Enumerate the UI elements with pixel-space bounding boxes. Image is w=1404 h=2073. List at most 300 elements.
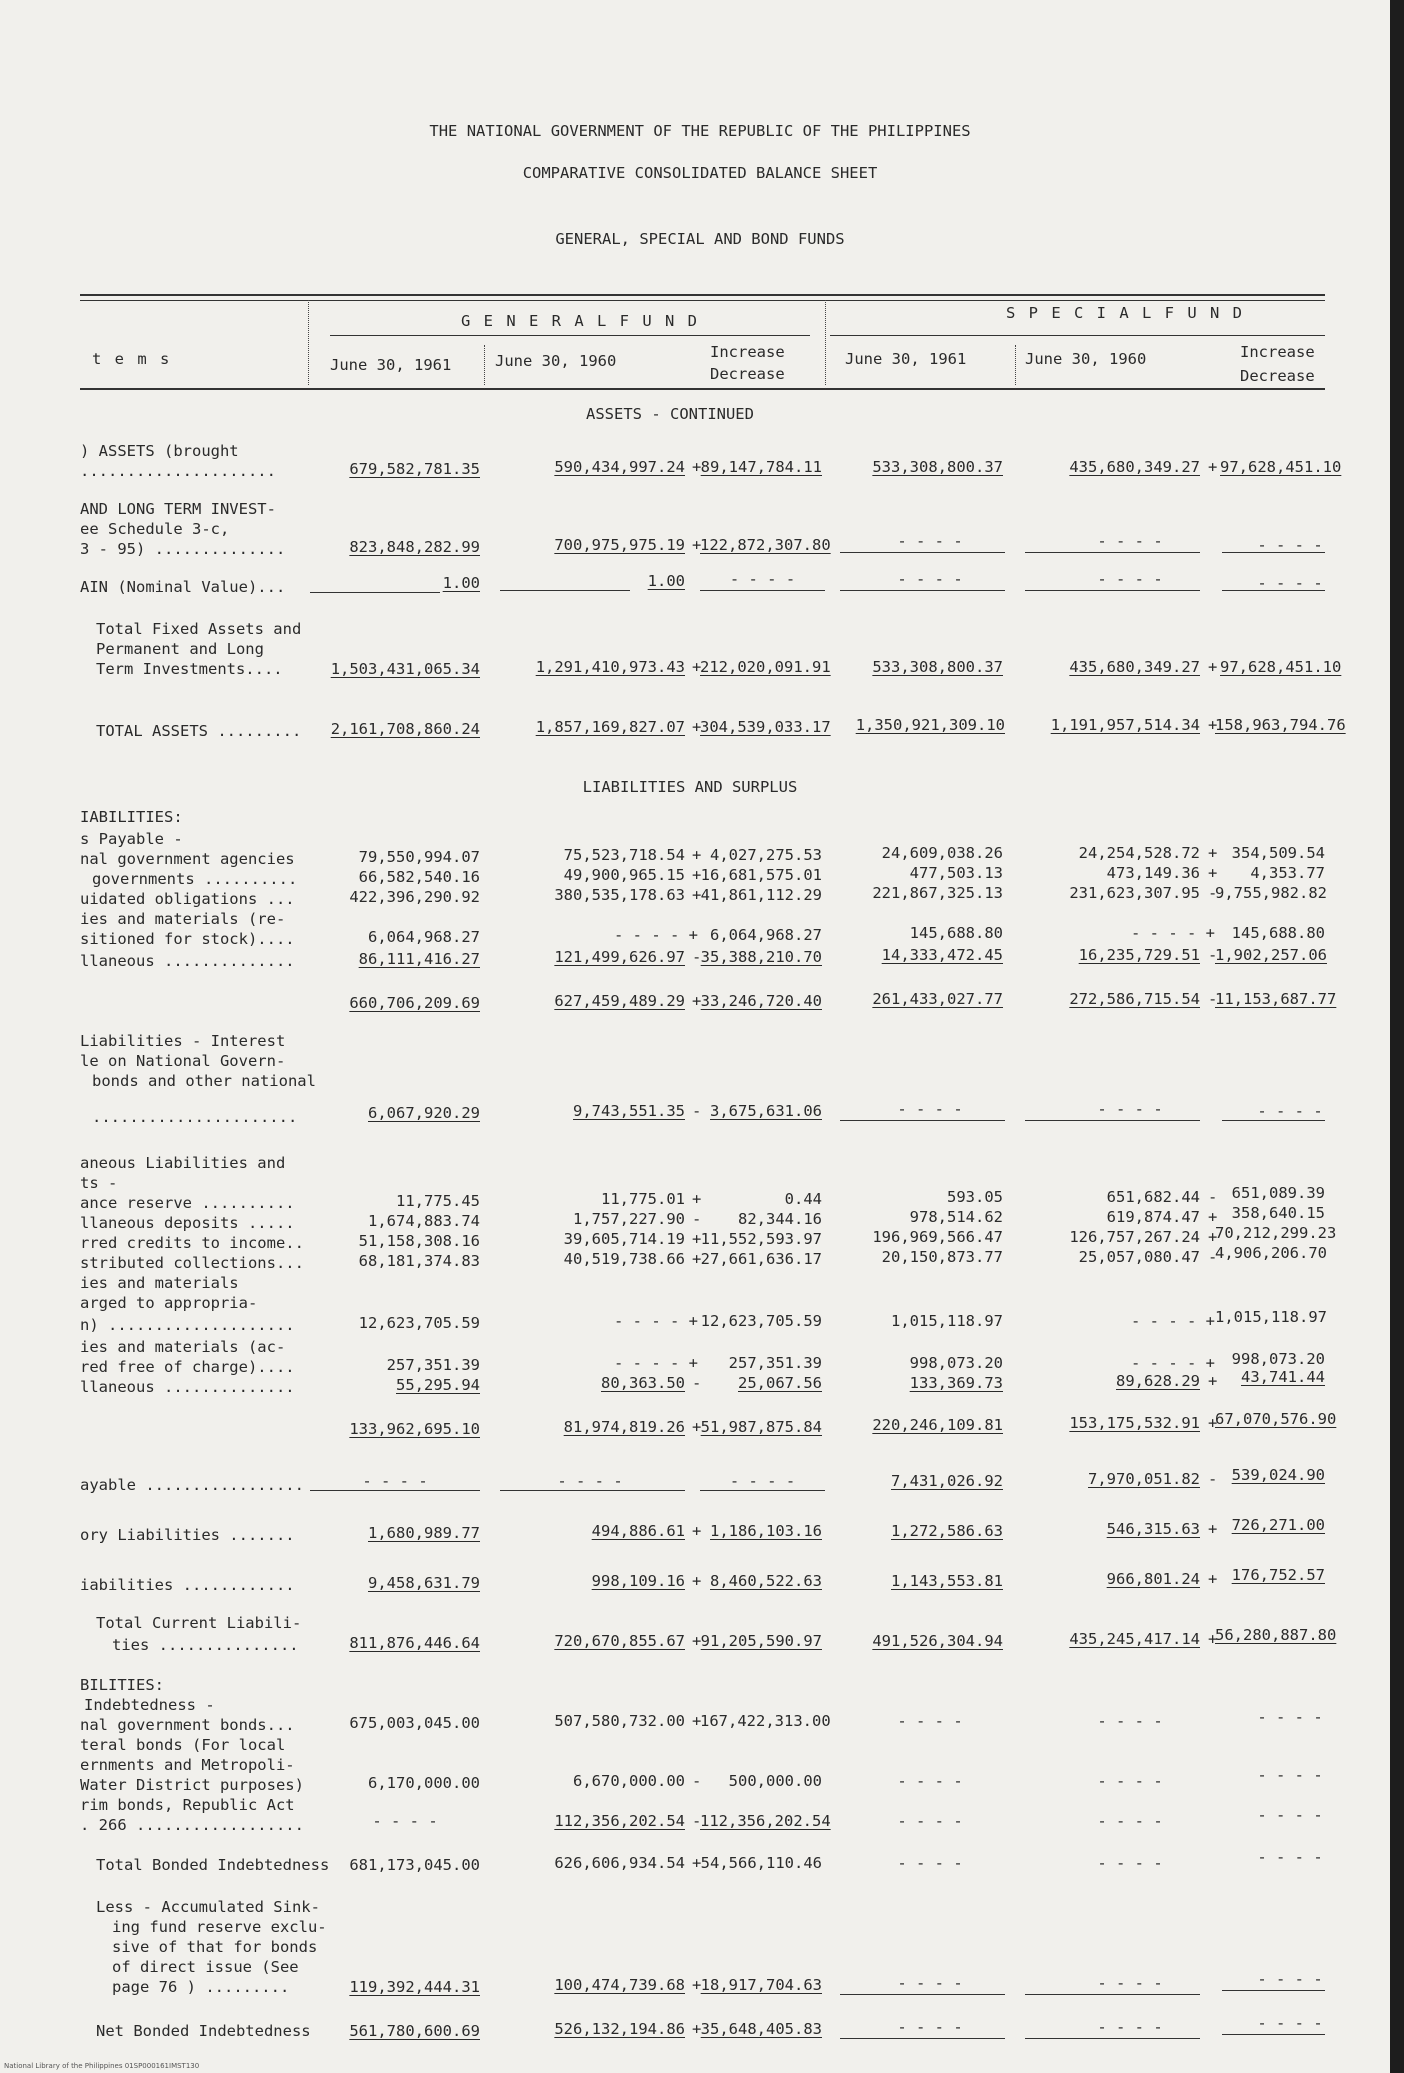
row-label: governments .......... [92,870,298,888]
value-general-1960: 9,743,551.35 [573,1102,685,1120]
value-general-change: 4,027,275.53 [710,846,822,864]
sign: + [692,458,702,476]
dash: - - - - + [1131,1354,1215,1372]
sign: + [1208,1372,1218,1390]
row-label: Permanent and Long [96,640,264,658]
liabilities-heading-2: BILITIES: [80,1676,164,1694]
value-special-1960: 7,970,051.82 [1088,1470,1200,1488]
dash: - - - - [1097,570,1163,588]
dash: - - - - [897,1712,963,1730]
blank-rule [840,552,1005,553]
value-special-1961: 221,867,325.13 [872,884,1003,902]
value-general-1961: 1,680,989.77 [368,1524,480,1542]
row-label: ies and materials (re- [80,910,286,928]
blank-rule [500,1490,685,1491]
dash: - - - - [1257,1102,1323,1120]
value-general-1960: 380,535,178.63 [554,886,685,904]
general-june60-header: June 30, 1960 [495,352,617,370]
dash: - - - - [897,1974,963,1992]
sign: + [692,718,702,736]
value-general-1961: 55,295.94 [396,1376,480,1394]
value-special-change: 726,271.00 [1231,1516,1325,1534]
value-special-1960: 546,315.63 [1106,1520,1200,1538]
special-increase-header: Increase [1240,343,1315,361]
value-special-1960: 24,254,528.72 [1078,844,1200,862]
value-general-change: 167,422,313.00 [700,1712,831,1730]
dash: - - - - + [1131,1312,1215,1330]
value-special-1960: 966,801.24 [1106,1570,1200,1588]
row-label: ayable ................. [80,1476,304,1494]
value-special-1960: 435,680,349.27 [1069,658,1200,676]
blank-rule [310,1490,480,1491]
row-label: ...................... [92,1108,298,1126]
value-general-1960: 39,605,714.19 [563,1230,685,1248]
value-general-1960: 526,132,194.86 [554,2020,685,2038]
row-label: Total Bonded Indebtedness [96,1856,330,1874]
value-general-1961: 2,161,708,860.24 [330,720,480,738]
row-label: uidated obligations ... [80,890,295,908]
row-label: Water District purposes) [80,1776,304,1794]
row-label: ernments and Metropoli- [80,1756,295,1774]
special-decrease-header: Decrease [1240,367,1315,385]
value-general-1961: 681,173,045.00 [349,1856,480,1874]
dash: - - - - [897,1772,963,1790]
value-special-change: 1,015,118.97 [1215,1308,1327,1326]
dash: - - - - [372,1812,438,1830]
value-special-1960: 435,245,417.14 [1069,1630,1200,1648]
blank-rule [840,2038,1005,2039]
value-general-1960: 121,499,626.97 [554,948,685,966]
sign: + [1208,844,1218,862]
dash: - - - - + [614,1354,698,1372]
dash: - - - - [1257,1806,1323,1824]
value-special-1961: 533,308,800.37 [872,458,1003,476]
value-general-1961: 9,458,631.79 [368,1574,480,1592]
value-special-1961: 533,308,800.37 [872,658,1003,676]
row-label: ties ............... [112,1636,299,1654]
general-increase-header: Increase [710,343,785,361]
value-general-1960: 81,974,819.26 [563,1418,685,1436]
sign: + [1208,864,1218,882]
blank-rule [1222,2034,1325,2035]
value-general-change: 112,356,202.54 [700,1812,831,1830]
payable-heading: s Payable - [80,830,183,848]
value-special-1960: 153,175,532.91 [1069,1414,1200,1432]
value-general-change: 122,872,307.80 [700,536,831,554]
blank-rule [700,1490,825,1491]
sign: + [1208,1208,1218,1226]
sign: - [1208,1188,1218,1206]
blank-rule [310,592,440,593]
value-special-1960: 16,235,729.51 [1078,946,1200,964]
row-label: arged to appropria- [80,1294,258,1312]
value-special-1960: 651,682.44 [1106,1188,1200,1206]
blank-rule [840,590,1005,591]
sign: + [692,1230,702,1248]
blank-rule [840,1994,1005,1995]
sign: + [1208,1520,1218,1538]
value-general-change: 212,020,091.91 [700,658,831,676]
value-general-1960: 720,670,855.67 [554,1632,685,1650]
row-label: TOTAL ASSETS ......... [96,722,302,740]
value-special-1961: 1,350,921,309.10 [855,716,1005,734]
divider [484,345,485,385]
sign: + [692,992,702,1010]
dash: - - - - [362,1472,428,1490]
value-general-change: 1,186,103.16 [710,1522,822,1540]
blank-rule [1222,1120,1325,1121]
row-label: bonds and other national [92,1072,316,1090]
row-label: ..................... [80,462,276,480]
sign: + [692,1190,702,1208]
sign: + [692,536,702,554]
value-special-change: 70,212,299.23 [1215,1224,1337,1242]
value-special-1960: 25,057,080.47 [1078,1248,1200,1266]
value-general-1961: 6,064,968.27 [368,928,480,946]
value-special-1961: 261,433,027.77 [872,990,1003,1008]
value-general-1961: 66,582,540.16 [358,868,480,886]
value-general-1961: 12,623,705.59 [358,1314,480,1332]
sign: + [692,1976,702,1994]
value-special-1961: 20,150,873.77 [881,1248,1003,1266]
sign: - [692,948,702,966]
value-general-1960: 626,606,934.54 [554,1854,685,1872]
row-label: n) .................... [80,1316,295,1334]
value-special-1961: 14,333,472.45 [881,946,1003,964]
value-general-change: 16,681,575.01 [700,866,822,884]
sign: + [692,866,702,884]
dash: - - - - [897,2018,963,2036]
row-label: stributed collections... [80,1254,304,1272]
value-general-1960: 700,975,975.19 [554,536,685,554]
value-general-change: 500,000.00 [728,1772,822,1790]
value-general-1960: 1.00 [647,572,685,590]
value-special-change: 97,628,451.10 [1220,458,1342,476]
special-fund-rule [830,335,1325,336]
value-special-1960: 435,680,349.27 [1069,458,1200,476]
value-special-change: 4,353.77 [1250,864,1325,882]
value-special-change: 1,902,257.06 [1215,946,1327,964]
dash: - - - - [1257,2014,1323,2032]
blank-rule [1025,1994,1200,1995]
value-special-1961: 978,514.62 [909,1208,1003,1226]
sign: + [692,1572,702,1590]
dash: - - - - [1257,1848,1323,1866]
sign: + [692,886,702,904]
value-special-1961: 477,503.13 [909,864,1003,882]
table-header-bottom-rule [80,388,1325,390]
blank-rule [1222,1990,1325,1991]
blank-rule [1222,590,1325,591]
misc-liabilities-heading: ts - [80,1174,118,1192]
dash: - - - - [557,1472,623,1490]
value-general-1961: 119,392,444.31 [349,1978,480,1996]
value-general-1961: 6,067,920.29 [368,1104,480,1122]
blank-rule [500,590,630,591]
sign: + [692,846,702,864]
value-special-change: 651,089.39 [1231,1184,1325,1202]
row-label: . 266 .................. [80,1816,304,1834]
divider [825,300,826,385]
value-general-1960: 507,580,732.00 [554,1712,685,1730]
value-general-1960: 100,474,739.68 [554,1976,685,1994]
value-general-change: 35,648,405.83 [700,2020,822,2038]
sign: - [1208,884,1218,902]
value-general-1961: 133,962,695.10 [349,1420,480,1438]
row-label: Liabilities - Interest [80,1032,286,1050]
value-special-change: 56,280,887.80 [1215,1626,1337,1644]
value-general-change: 0.44 [784,1190,822,1208]
dash: - - - - [897,1100,963,1118]
value-special-1961: 1,143,553.81 [891,1572,1003,1590]
row-label: Term Investments.... [96,660,283,678]
sign: - [692,1772,702,1790]
value-general-1961: 675,003,045.00 [349,1714,480,1732]
sign: + [692,658,702,676]
dash: - - - - [1257,1708,1323,1726]
special-june61-header: June 30, 1961 [845,350,967,368]
row-label: teral bonds (For local [80,1736,286,1754]
items-column-header: t e m s [92,350,172,368]
archive-footer: National Library of the Philippines 01SP000161IMST130 [4,2062,200,2070]
general-june61-header: June 30, 1961 [330,356,452,374]
value-special-change: 9,755,982.82 [1215,884,1327,902]
sign: - [1208,1248,1218,1266]
value-special-change: 998,073.20 [1231,1350,1325,1368]
value-general-1961: 660,706,209.69 [349,994,480,1012]
sign: + [692,1854,702,1872]
liabilities-heading: IABILITIES: [80,808,183,826]
value-special-change: 158,963,794.76 [1215,716,1346,734]
table-top-rule [80,294,1325,296]
general-decrease-header: Decrease [710,365,785,383]
value-general-1961: 68,181,374.83 [358,1252,480,1270]
value-special-change: 4,906,206.70 [1215,1244,1327,1262]
dash: - - - - [1257,536,1323,554]
row-label: nal government bonds... [80,1716,295,1734]
dash: - - - - [1097,1772,1163,1790]
row-label: Less - Accumulated Sink- [96,1898,320,1916]
value-general-1961: 1.00 [442,574,480,592]
dash: - - - - [897,1812,963,1830]
special-june60-header: June 30, 1960 [1025,350,1147,368]
scan-edge [1390,0,1404,2073]
value-special-1960: 231,623,307.95 [1069,884,1200,902]
value-general-1961: 257,351.39 [386,1356,480,1374]
assets-continued-heading: ASSETS - CONTINUED [586,405,754,423]
value-special-1961: 998,073.20 [909,1354,1003,1372]
value-special-change: 176,752.57 [1231,1566,1325,1584]
row-label: rred credits to income.. [80,1234,304,1252]
value-general-1961: 79,550,994.07 [358,848,480,866]
row-label: llaneous .............. [80,1378,295,1396]
dash: - - - - [1257,1970,1323,1988]
value-special-change: 67,070,576.90 [1215,1410,1337,1428]
dash: - - - - [1257,1766,1323,1784]
row-label: Net Bonded Indebtedness [96,2022,311,2040]
sign: + [692,1522,702,1540]
value-general-1961: 811,876,446.64 [349,1634,480,1652]
value-general-1961: 6,170,000.00 [368,1774,480,1792]
value-special-change: 539,024.90 [1231,1466,1325,1484]
value-general-change: 41,861,112.29 [700,886,822,904]
value-general-change: 11,552,593.97 [700,1230,822,1248]
value-general-1960: 112,356,202.54 [554,1812,685,1830]
value-general-change: 89,147,784.11 [700,458,822,476]
row-label: of direct issue (See [112,1958,299,1976]
value-general-1960: 494,886.61 [591,1522,685,1540]
sign: - [1208,990,1218,1008]
row-label: le on National Govern- [80,1052,286,1070]
sign: + [692,1418,702,1436]
value-general-change: 6,064,968.27 [710,926,822,944]
sign: + [1208,1414,1218,1432]
misc-liabilities-heading: aneous Liabilities and [80,1154,286,1172]
dash: - - - - + [1131,924,1215,942]
value-general-change: 8,460,522.63 [710,1572,822,1590]
divider [1015,345,1016,385]
value-general-1960: 1,757,227.90 [573,1210,685,1228]
blank-rule [1025,2038,1200,2039]
value-special-change: 97,628,451.10 [1220,658,1342,676]
value-general-change: 82,344.16 [738,1210,822,1228]
value-special-1960: 89,628.29 [1116,1372,1200,1390]
value-general-1960: 998,109.16 [591,1572,685,1590]
sign: + [1208,458,1218,476]
special-fund-header: S P E C I A L F U N D [1006,304,1244,322]
value-special-1961: 593.05 [947,1188,1003,1206]
dash: - - - - [729,570,796,588]
row-label: llaneous .............. [80,952,295,970]
value-general-1960: 80,363.50 [601,1374,685,1392]
row-label: llaneous deposits ..... [80,1214,295,1232]
value-special-change: 354,509.54 [1231,844,1325,862]
value-general-1961: 561,780,600.69 [349,2022,480,2040]
dash: - - - - [1097,1854,1163,1872]
blank-rule [1025,1120,1200,1121]
value-special-1960: 1,191,957,514.34 [1050,716,1200,734]
value-special-1961: 133,369.73 [909,1374,1003,1392]
value-special-1961: 1,015,118.97 [891,1312,1003,1330]
value-general-change: 304,539,033.17 [700,718,831,736]
value-special-1961: 1,272,586.63 [891,1522,1003,1540]
sign: + [1208,716,1218,734]
value-general-change: 54,566,110.46 [700,1854,822,1872]
table-top-rule-2 [80,300,1325,301]
row-label: sitioned for stock).... [80,930,295,948]
dash: - - - - [729,1472,796,1490]
divider [308,300,309,385]
value-general-change: 18,917,704.63 [700,1976,822,1994]
value-special-1961: 24,609,038.26 [881,844,1003,862]
sign: - [692,1374,702,1392]
sign: - [692,1210,702,1228]
row-label: Total Current Liabili- [96,1614,302,1632]
row-label: rim bonds, Republic Act [80,1796,295,1814]
value-general-1961: 1,674,883.74 [368,1212,480,1230]
value-general-1961: 422,396,290.92 [349,888,480,906]
dash: - - - - + [614,1312,698,1330]
document-title: THE NATIONAL GOVERNMENT OF THE REPUBLIC OF THE PHILIPPINES [429,122,971,140]
row-label: sive of that for bonds [112,1938,318,1956]
row-label: AIN (Nominal Value)... [80,578,286,596]
value-special-1960: 126,757,267.24 [1069,1228,1200,1246]
dash: - - - - + [614,926,698,944]
row-label: ing fund reserve exclu- [112,1918,327,1936]
document-subtitle: COMPARATIVE CONSOLIDATED BALANCE SHEET [522,164,878,182]
bonded-heading: Indebtedness - [84,1696,215,1714]
row-label: ory Liabilities ....... [80,1526,295,1544]
blank-rule [1025,590,1200,591]
value-general-1961: 51,158,308.16 [358,1232,480,1250]
dash: - - - - [1097,1974,1163,1992]
value-special-change: 43,741.44 [1241,1368,1325,1386]
sign: + [692,1632,702,1650]
blank-rule [700,590,825,591]
sign: - [1208,946,1218,964]
value-general-1961: 679,582,781.35 [349,460,480,478]
sign: + [1208,1228,1218,1246]
value-general-change: 51,987,875.84 [700,1418,822,1436]
value-general-1960: 590,434,997.24 [554,458,685,476]
value-general-change: 35,388,210.70 [700,948,822,966]
value-general-change: 91,205,590.97 [700,1632,822,1650]
value-general-1961: 86,111,416.27 [358,950,480,968]
value-special-1961: 196,969,566.47 [872,1228,1003,1246]
value-general-1960: 1,291,410,973.43 [535,658,685,676]
sign: + [692,2020,702,2038]
dash: - - - - [897,532,963,550]
value-general-1960: 40,519,738.66 [563,1250,685,1268]
value-general-change: 27,661,636.17 [700,1250,822,1268]
dash: - - - - [1257,574,1323,592]
value-general-change: 25,067.56 [738,1374,822,1392]
sign: + [1208,1570,1218,1588]
general-fund-rule [330,335,810,336]
sign: - [1208,1470,1218,1488]
dash: - - - - [1097,1812,1163,1830]
sign: + [1208,658,1218,676]
row-label: ies and materials (ac- [80,1338,286,1356]
sign: + [692,1250,702,1268]
value-special-1960: 473,149.36 [1106,864,1200,882]
dash: - - - - [1097,2018,1163,2036]
value-general-1960: 1,857,169,827.07 [535,718,685,736]
row-label: ) ASSETS (brought [80,442,239,460]
row-label: iabilities ............ [80,1576,295,1594]
blank-rule [1025,552,1200,553]
row-label: nal government agencies [80,850,295,868]
value-general-1960: 627,459,489.29 [554,992,685,1010]
value-general-change: 33,246,720.40 [700,992,822,1010]
row-label: ance reserve .......... [80,1194,295,1212]
sign: - [692,1102,702,1120]
row-label: red free of charge).... [80,1358,295,1376]
value-general-change: 12,623,705.59 [700,1312,822,1330]
value-special-change: 358,640.15 [1231,1204,1325,1222]
value-special-1960: 272,586,715.54 [1069,990,1200,1008]
value-general-1960: 6,670,000.00 [573,1772,685,1790]
value-special-1960: 619,874.47 [1106,1208,1200,1226]
dash: - - - - [897,1854,963,1872]
value-general-1960: 11,775.01 [601,1190,685,1208]
value-special-change: 11,153,687.77 [1215,990,1337,1008]
row-label: AND LONG TERM INVEST- [80,500,276,518]
row-label: page 76 ) ......... [112,1978,290,1996]
blank-rule [1222,552,1325,553]
value-general-1961: 1,503,431,065.34 [330,660,480,678]
liabilities-surplus-heading: LIABILITIES AND SURPLUS [582,778,798,796]
